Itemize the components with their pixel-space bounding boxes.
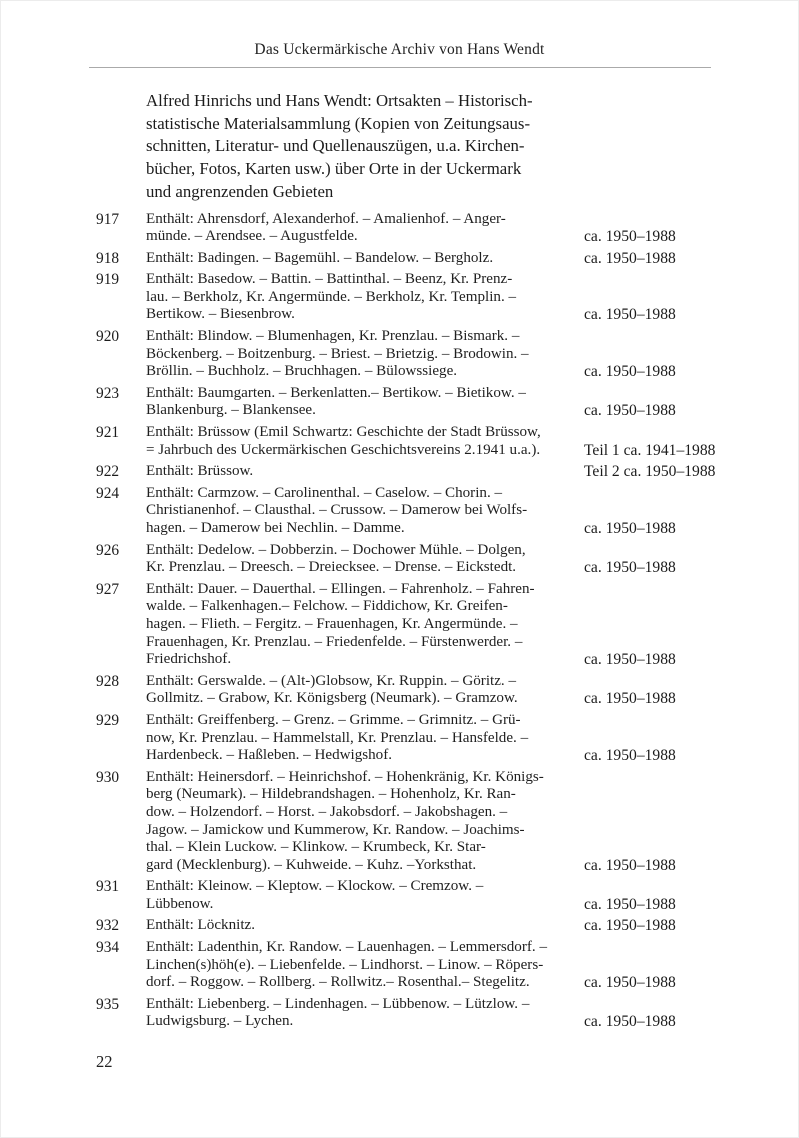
- text-line: Enthält: Dedelow. – Dobberzin. – Dochower Mühle. – Dolgen,: [146, 541, 526, 558]
- text-line: = Jahrbuch des Uckermärkischen Geschichtsvereins 2.1941 u.a.).: [146, 441, 541, 458]
- entry-description: [146, 769, 584, 875]
- entry-date-range: ca. 1950–1988: [584, 363, 676, 381]
- text-line: Enthält: Löcknitz.: [146, 917, 255, 934]
- text-line: Ludwigsburg. – Lychen.: [146, 1013, 294, 1030]
- text-line: gard (Mecklenburg). – Kuhweide. – Kuhz. –Yorksthat.: [146, 856, 477, 873]
- entry-row: [96, 463, 756, 481]
- entry-description: [146, 271, 584, 324]
- entry-date-range: ca. 1950–1988: [584, 249, 676, 267]
- entry-description: [146, 673, 584, 708]
- entry-list: [96, 211, 756, 1032]
- entry-description: [146, 485, 584, 538]
- header-rule-divider: [89, 67, 711, 68]
- text-line: Hardenbeck. – Haßleben. – Hedwigshof.: [146, 747, 393, 764]
- entry-number: 922: [96, 463, 120, 481]
- text-line: hagen. – Damerow bei Nechlin. – Damme.: [146, 520, 405, 537]
- running-header: Das Uckermärkische Archiv von Hans Wendt: [254, 41, 545, 58]
- entry-date-range: ca. 1950–1988: [584, 690, 676, 708]
- text-line: Enthält: Liebenberg. – Lindenhagen. – Lübbenow. – Lützlow. –: [146, 995, 530, 1012]
- entry-description: [146, 328, 584, 381]
- entry-description: [146, 250, 584, 268]
- entry-number: 935: [96, 995, 120, 1013]
- entry-row: [96, 485, 756, 538]
- entry-description: [146, 211, 584, 246]
- text-line: Enthält: Greiffenberg. – Grenz. – Grimme. – Grimnitz. – Grü-: [146, 711, 521, 728]
- text-line: Enthält: Ahrensdorf, Alexanderhof. – Amalienhof. – Anger-: [146, 210, 506, 227]
- entry-date-range: Teil 2 ca. 1950–1988: [584, 463, 716, 481]
- entry-description: [146, 939, 584, 992]
- intro-paragraph: [146, 90, 591, 204]
- entry-row: [96, 250, 756, 268]
- entry-description: [146, 385, 584, 420]
- text-line: thal. – Klein Luckow. – Klinkow. – Krumbeck, Kr. Star-: [146, 839, 486, 856]
- entry-number: 930: [96, 768, 120, 786]
- entry-number: 923: [96, 384, 120, 402]
- entry-date-range: ca. 1950–1988: [584, 747, 676, 765]
- text-line: Enthält: Kleinow. – Kleptow. – Klockow. – Cremzow. –: [146, 878, 484, 895]
- entry-description: [146, 581, 584, 669]
- page-content: [96, 90, 756, 1035]
- entry-number: 932: [96, 917, 120, 935]
- entry-number: 920: [96, 328, 120, 346]
- text-line: Linchen(s)höh(e). – Liebenfelde. – Lindhorst. – Linow. – Röpers-: [146, 956, 544, 973]
- text-line: Enthält: Blindow. – Blumenhagen, Kr. Prenzlau. – Bismark. –: [146, 328, 520, 345]
- text-line: Enthält: Gerswalde. – (Alt-)Globsow, Kr. Ruppin. – Göritz. –: [146, 672, 517, 689]
- text-line: walde. – Falkenhagen.– Felchow. – Fiddichow, Kr. Greifen-: [146, 598, 508, 615]
- entry-row: [96, 769, 756, 875]
- entry-number: 919: [96, 271, 120, 289]
- entry-description: [146, 878, 584, 913]
- entry-date-range: ca. 1950–1988: [584, 895, 676, 913]
- text-line: bücher, Fotos, Karten usw.) über Orte in der Uckermark: [146, 159, 522, 179]
- entry-number: 934: [96, 939, 120, 957]
- entry-number: 918: [96, 249, 120, 267]
- text-line: Blankenburg. – Blankensee.: [146, 402, 316, 419]
- text-line: Enthält: Heinersdorf. – Heinrichshof. – Hohenkränig, Kr. Königs-: [146, 768, 544, 785]
- entry-row: [96, 211, 756, 246]
- entry-row: [96, 385, 756, 420]
- entry-number: 924: [96, 484, 120, 502]
- entry-row: [96, 673, 756, 708]
- text-line: münde. – Arendsee. – Augustfelde.: [146, 228, 358, 245]
- text-line: Alfred Hinrichs und Hans Wendt: Ortsakten – Historisch-: [146, 91, 533, 110]
- entry-date-range: ca. 1950–1988: [584, 402, 676, 420]
- entry-date-range: ca. 1950–1988: [584, 559, 676, 577]
- text-line: Enthält: Brüssow (Emil Schwartz: Geschichte der Stadt Brüssow,: [146, 424, 541, 441]
- text-line: now, Kr. Prenzlau. – Hammelstall, Kr. Prenzlau. – Hansfelde. –: [146, 729, 529, 746]
- entry-date-range: ca. 1950–1988: [584, 651, 676, 669]
- entry-description: [146, 917, 584, 935]
- entry-date-range: ca. 1950–1988: [584, 856, 676, 874]
- entry-number: 927: [96, 580, 120, 598]
- entry-date-range: ca. 1950–1988: [584, 520, 676, 538]
- entry-number: 926: [96, 541, 120, 559]
- text-line: Enthält: Dauer. – Dauerthal. – Ellingen. – Fahrenholz. – Fahren-: [146, 580, 535, 597]
- text-line: Christianenhof. – Clausthal. – Crussow. – Damerow bei Wolfs-: [146, 502, 528, 519]
- text-line: und angrenzenden Gebieten: [146, 181, 334, 201]
- entry-number: 928: [96, 672, 120, 690]
- entry-description: [146, 424, 584, 459]
- text-line: Enthält: Carmzow. – Carolinenthal. – Caselow. – Chorin. –: [146, 484, 503, 501]
- entry-number: 917: [96, 210, 120, 228]
- entry-date-range: ca. 1950–1988: [584, 974, 676, 992]
- text-line: Friedrichshof.: [146, 651, 232, 668]
- text-line: Lübbenow.: [146, 895, 214, 912]
- page-number: 22: [96, 1052, 113, 1071]
- entry-number: 929: [96, 711, 120, 729]
- entry-row: [96, 996, 756, 1031]
- text-line: dow. – Holzendorf. – Horst. – Jakobsdorf. – Jakobshagen. –: [146, 803, 508, 820]
- text-line: Enthält: Basedow. – Battin. – Battinthal. – Beenz, Kr. Prenz-: [146, 271, 513, 288]
- text-line: Enthält: Baumgarten. – Berkenlatten.– Bertikow. – Bietikow. –: [146, 384, 526, 401]
- text-line: berg (Neumark). – Hildebrandshagen. – Hohenholz, Kr. Ran-: [146, 786, 516, 803]
- entry-row: [96, 712, 756, 765]
- text-line: Enthält: Badingen. – Bagemühl. – Bandelow. – Bergholz.: [146, 249, 494, 266]
- entry-date-range: ca. 1950–1988: [584, 228, 676, 246]
- entry-description: [146, 463, 584, 481]
- entry-number: 921: [96, 424, 120, 442]
- text-line: Bertikow. – Biesenbrow.: [146, 306, 295, 323]
- entry-description: [146, 712, 584, 765]
- text-line: schnitten, Literatur- und Quellenauszügen, u.a. Kirchen-: [146, 136, 525, 156]
- entry-date-range: ca. 1950–1988: [584, 306, 676, 324]
- entry-description: [146, 542, 584, 577]
- entry-row: [96, 939, 756, 992]
- text-line: hagen. – Flieth. – Fergitz. – Frauenhagen, Kr. Angermünde. –: [146, 615, 518, 632]
- entry-row: [96, 424, 756, 459]
- entry-row: [96, 878, 756, 913]
- text-line: Enthält: Brüssow.: [146, 463, 254, 480]
- text-line: Frauenhagen, Kr. Prenzlau. – Friedenfelde. – Fürstenwerder. –: [146, 633, 523, 650]
- text-line: Gollmitz. – Grabow, Kr. Königsberg (Neumark). – Gramzow.: [146, 690, 518, 707]
- entry-row: [96, 328, 756, 381]
- entry-row: [96, 542, 756, 577]
- entry-date-range: ca. 1950–1988: [584, 917, 676, 935]
- text-line: lau. – Berkholz, Kr. Angermünde. – Berkholz, Kr. Templin. –: [146, 288, 517, 305]
- entry-row: [96, 917, 756, 935]
- entry-date-range: ca. 1950–1988: [584, 1013, 676, 1031]
- text-line: Bröllin. – Buchholz. – Bruchhagen. – Bülowssiege.: [146, 363, 458, 380]
- text-line: Böckenberg. – Boitzenburg. – Briest. – Brietzig. – Brodowin. –: [146, 345, 529, 362]
- text-line: Jagow. – Jamickow und Kummerow, Kr. Randow. – Joachims-: [146, 821, 525, 838]
- text-line: statistische Materialsammlung (Kopien von Zeitungsaus-: [146, 113, 531, 133]
- entry-number: 931: [96, 878, 120, 896]
- entry-row: [96, 271, 756, 324]
- entry-description: [146, 996, 584, 1031]
- entry-row: [96, 581, 756, 669]
- text-line: Kr. Prenzlau. – Dreesch. – Dreiecksee. – Drense. – Eickstedt.: [146, 559, 517, 576]
- entry-date-range: Teil 1 ca. 1941–1988: [584, 441, 716, 459]
- text-line: Enthält: Ladenthin, Kr. Randow. – Lauenhagen. – Lemmersdorf. –: [146, 939, 547, 956]
- text-line: dorf. – Roggow. – Rollberg. – Rollwitz.– Rosenthal.– Stegelitz.: [146, 974, 530, 991]
